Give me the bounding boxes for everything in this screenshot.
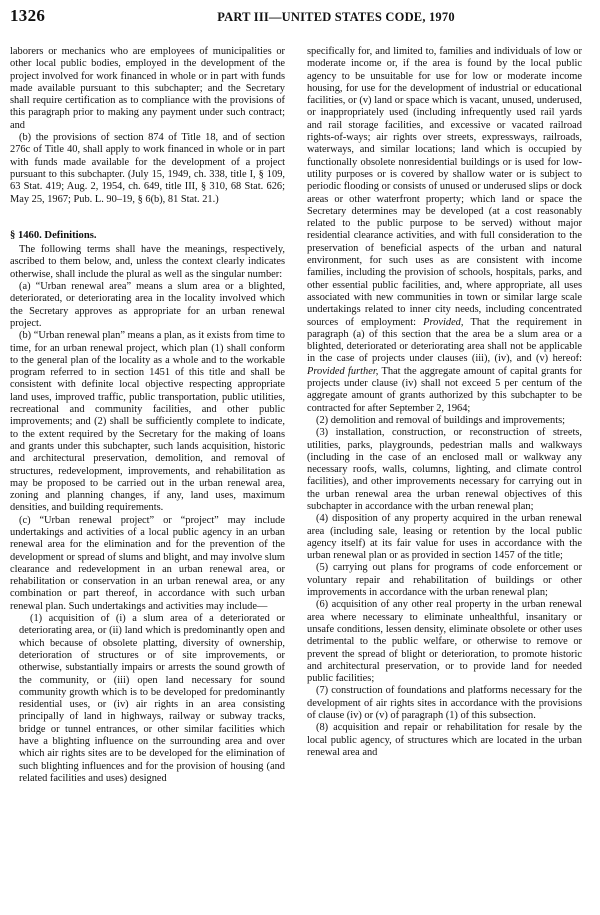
continued-paragraph: laborers or mechanics who are employees of municipalities or other local public bodies, employed in the development of the project involved for work financed in whole or in part with funds made available pursuant to this subchapter; and the Secretary shall require certification as to compliance with the provisions of this paragraph prior to making any payment under such contract; and <box>10 46 285 131</box>
clause-6: (6) acquisition of any other real property in the urban renewal area where necessary to eliminate unhealthful, insanitary or unsafe conditions, lessen density, eliminate obsolete or other uses detrimental to the public welfare, or otherwise to remove or prevent the spread of blight or deterioration, to promote historic and architectural preservation, or to provide land for needed public facilities; <box>307 599 582 685</box>
section-heading: § 1460. Definitions. <box>10 229 97 241</box>
page-header <box>10 6 582 46</box>
two-column-body <box>10 46 582 785</box>
clause-7: (7) construction of foundations and platforms necessary for the development of air rights sites in accordance with the provisions of clause (iv) or (v) of paragraph (1) of this subsection. <box>307 685 582 722</box>
clause-1-cont-text-3: That the aggregate amount of capital grants for projects under clause (iv) shall not exceed 5 per centum of the aggregate amount of grants authorized by this subchapter to be contracted for after September 2, 1964; <box>307 365 583 414</box>
clause-3: (3) installation, construction, or reconstruction of streets, utilities, parks, playgrounds, pedestrian malls and walkways (including in the case of an enclosed mall or walkway any necessary roofs, walls, columns, lighting, and climate control facilities), and other improvements necessary for carrying out in the urban renewal area the urban renewal objectives of this subchapter in accordance with the urban renewal plan; <box>307 427 582 512</box>
proviso-2: Provided further, <box>307 365 379 377</box>
clause-4: (4) disposition of any property acquired in the urban renewal area (including sale, leasing or retention by the local public agency itself) at its fair value for uses in accordance with the urban renewal plan or as provided in section 1457 of the title; <box>307 513 582 562</box>
paragraph-b-prior-section: (b) the provisions of section 874 of Title 18, and of section 276c of Title 40, shall apply to work financed in whole or in part with funds made available for the development of a project pursuant to this subchapter. (July 15, 1949, ch. 338, title I, § 109, 63 Stat. 419; Aug. 2, 1954, ch. 649, title III, § 310, 68 Stat. 626; May 25, 1967; Pub. L. 90–19, § 6(b), 81 Stat. 21.) <box>10 132 285 205</box>
clause-1-continued <box>307 46 582 415</box>
page-number: 1326 <box>10 6 46 25</box>
clause-1: (1) acquisition of (i) a slum area of a deteriorated or deteriorating area, or (ii) land which is predominantly open and which because of obsolete platting, diversity of ownership, deterioration of structures or of site improvements, or otherwise, substantially impairs or arrests the sound growth of the community, or (iii) open land necessary for sound community growth which is to be developed for predominantly residential uses, or (iv) air rights in an area consisting principally of land in highways, railway or subway tracks, bridge or tunnel entrances, or other similar facilities which have a blighting influence on the surrounding area and over which air rights sites are to be developed for the elimination of such blighting influences and for the provision of housing (and related facilities and uses) designed <box>19 613 285 784</box>
definition-c: (c) “Urban renewal project” or “project” may include undertakings and activities of a local public agency in an urban renewal area for the elimination and for the prevention of the development or spread of slums and blight, and may involve slum clearance and redevelopment in an urban renewal area, or rehabilitation or conservation in an urban renewal area, or any combination or part thereof, in accordance with such urban renewal plan. Such undertakings and activities may include— <box>10 514 285 612</box>
definitions-intro: The following terms shall have the meanings, respectively, ascribed to them below, and, unless the context clearly indicates otherwise, shall include the plural as well as the singular number: <box>10 244 285 280</box>
left-column <box>10 46 285 785</box>
right-column <box>307 46 582 785</box>
clause-8: (8) acquisition and repair or rehabilitation for resale by the local public agency, of structures which are located in the urban renewal area and <box>307 722 582 758</box>
clause-2: (2) demolition and removal of buildings and improvements; <box>316 414 566 426</box>
proviso-1: Provided, <box>423 316 464 328</box>
running-title: PART III—UNITED STATES CODE, 1970 <box>217 10 455 24</box>
definition-a: (a) “Urban renewal area” means a slum area or a blighted, deteriorated, or deteriorating area in the locality involved which the Secretary approves as appropriate for an urban renewal project. <box>10 281 285 329</box>
definition-b: (b) “Urban renewal plan” means a plan, as it exists from time to time, for an urban renewal project, which plan (1) shall conform to the general plan of the locality as a whole and to the workable program referred to in section 1451 of this title and shall be consistent with definite local objective respecting appropriate land uses, improved traffic, public transportation, public utilities, recreational and community facilities, and other public improvements; and (2) shall be sufficiently complete to indicate, to the extent required by the Secretary for the making of loans and grants under this subchapter, such lands acquisition, historic and architectural preservation, demolition, and removal of structures, redevelopment, improvements, and rehabilitation as may be proposed to be carried out in the urban renewal area, zoning and planning changes, if any, land uses, maximum densities, and building requirements. <box>10 330 285 514</box>
clause-5: (5) carrying out plans for programs of code enforcement or voluntary repair and rehabilitation of buildings or other improvements in accordance with the urban renewal plan; <box>307 562 582 599</box>
clause-1-cont-text-2: That the requirement in paragraph (a) of this section that the area be a slum area or a blighted, deteriorated or deteriorating area shall not be applicable in the case of projects under clauses (iii), (iv), and (v) hereof: <box>307 316 582 365</box>
clause-1-cont-text: specifically for, and limited to, families and individuals of low or moderate income or, if the area is found by the local public agency to be unsuitable for use for low or moderate income housing, for use for the development of industrial or educational facilities, or (v) land or space which is vacant, unused, underused, or inappropriately used (including infrequently used rail yards and rail storage facilities, and excessive or vacated railroad rights-of-ways; air rights over streets, expressways, railroads, waterways, and similar locations; land which is occupied by functionally obsolete nonresidential buildings or is used for low-utility purposes or is covered by shallow water or is subject to periodic flooding or consists of unused or underused slips or dock areas or other waterfront property; which land or space the Secretary determines may be developed (at a cost reasonably related to the public purpose to be served) without major residential clearance activities, and with full consideration to the preservation of beneficial aspects of the urban and natural environment, for such uses as are consistent with income families, including the provision of schools, hospitals, parks, and other essential public facilities, and, where appropriate, all uses associated with new communities in town or similar large scale undertakings related to inner city needs, including concentrated sources of employment: <box>307 46 582 328</box>
